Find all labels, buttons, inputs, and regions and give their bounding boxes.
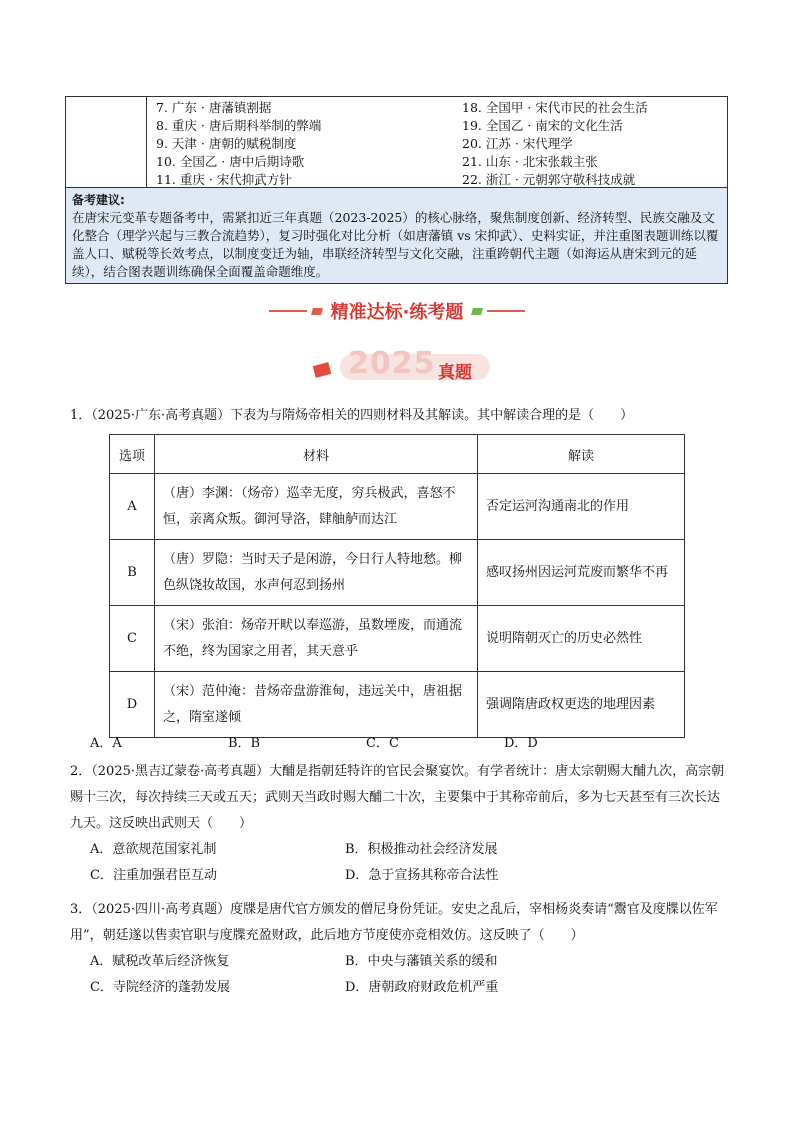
topic-item: 22. 浙江 · 元朝郭守敬科技成就 bbox=[462, 172, 636, 187]
material-table bbox=[109, 434, 685, 738]
option-cell: A bbox=[110, 474, 155, 540]
decor-line bbox=[269, 310, 307, 312]
badge-label: 真题 bbox=[438, 363, 472, 383]
topic-item: 19. 全国乙 · 南宋的文化生活 bbox=[462, 118, 623, 133]
column-header: 选项 bbox=[110, 435, 155, 474]
topic-list-row bbox=[66, 97, 727, 188]
option-cell: B bbox=[110, 540, 155, 606]
question-stem: 1．（2025·广东·高考真题）下表为与隋炀帝相关的四则材料及其解读。其中解读合理的是（ ） bbox=[70, 408, 634, 423]
answer-option[interactable]: B．中央与藩镇关系的缓和 bbox=[345, 954, 498, 969]
answer-option[interactable]: A．意欲规范国家礼制 bbox=[90, 842, 217, 857]
answer-option[interactable]: B．B bbox=[228, 736, 261, 751]
table-row bbox=[110, 672, 685, 738]
material-cell: （宋）范仲淹：昔炀帝盘游淮甸，违远关中，唐祖据之，隋室遂倾 bbox=[155, 672, 478, 738]
topic-item: 7. 广东 · 唐藩镇割据 bbox=[156, 100, 272, 115]
question-3 bbox=[70, 897, 730, 1001]
table-row bbox=[110, 540, 685, 606]
flag-icon bbox=[313, 362, 332, 378]
section-header bbox=[0, 298, 794, 324]
reading-cell: 感叹扬州因运河荒废而繁华不再 bbox=[478, 540, 685, 606]
badge-year: 2025 bbox=[348, 346, 436, 381]
year-badge bbox=[314, 344, 494, 388]
material-cell: （唐）罗隐：当时天子是闲游，今日行人特地愁。柳色纵饶妆故国，水声何忍到扬州 bbox=[155, 540, 478, 606]
reading-cell: 说明隋朝灭亡的历史必然性 bbox=[478, 606, 685, 672]
decor-mark bbox=[471, 308, 483, 315]
study-advice-text: 在唐宋元变革专题备考中，需紧扣近三年真题（2023-2025）的核心脉络，聚焦制度创新、经济转型、民族交融及文化整合（理学兴起与三教合流趋势），复习时强化对比分析（如唐藩镇 vs 宋抑武）、史料实证，并注重图表题训练以覆盖人口、赋税等长效考点，以制度变迁为轴，串联经济转型与文化交融，注重跨朝代主题（如海运从唐宋到元的延续），结合图表题训练确保全面覆盖命题维度。 bbox=[72, 210, 719, 279]
answer-option[interactable]: C．寺院经济的蓬勃发展 bbox=[90, 980, 230, 995]
option-cell: D bbox=[110, 672, 155, 738]
topic-table bbox=[65, 96, 728, 284]
topic-item: 10. 全国乙 · 唐中后期诗歌 bbox=[156, 154, 305, 169]
answer-option[interactable]: D．D bbox=[504, 736, 538, 751]
topic-item: 9. 天津 · 唐朝的赋税制度 bbox=[156, 136, 297, 151]
topic-item: 11. 重庆 · 宋代抑武方针 bbox=[156, 172, 292, 187]
topic-item: 18. 全国甲 · 宋代市民的社会生活 bbox=[462, 100, 648, 115]
table-row bbox=[110, 474, 685, 540]
material-cell: （唐）李渊：（炀帝）巡幸无度，穷兵极武，喜怒不恒，亲离众叛。御河导洛，肆舳舻而达江 bbox=[155, 474, 478, 540]
answer-option[interactable]: C．C bbox=[366, 736, 399, 751]
question-2 bbox=[70, 759, 730, 889]
topic-item: 20. 江苏 · 宋代理学 bbox=[462, 136, 573, 151]
topic-list-right bbox=[456, 97, 648, 187]
topic-item: 21. 山东 · 北宋张载主张 bbox=[462, 154, 598, 169]
question-stem: 3．（2025·四川·高考真题）度牒是唐代官方颁发的僧尼身份凭证。安史之乱后，宰相杨炎奏请“鬻官及度牒以佐军用”，朝廷遂以售卖官职与度牒充盈财政，此后地方节度使亦竞相效仿。这反映了（ ） bbox=[70, 902, 718, 943]
question-stem: 2．（2025·黑吉辽蒙卷·高考真题）大酺是指朝廷特许的官民会聚宴饮。有学者统计：唐太宗朝赐大酺九次，高宗朝赐十三次，每次持续三天或五天；武则天当政时赐大酺二十次，主要集中于其称帝前后，多为七天甚至有三次长达九天。这反映出武则天（ ） bbox=[70, 764, 725, 831]
decor-mark bbox=[311, 308, 323, 315]
column-header: 解读 bbox=[478, 435, 685, 474]
answer-option[interactable]: D．急于宣扬其称帝合法性 bbox=[345, 868, 499, 883]
topic-item: 8. 重庆 · 唐后期科举制的弊端 bbox=[156, 118, 322, 133]
question-1 bbox=[70, 403, 730, 429]
answer-option[interactable]: B．积极推动社会经济发展 bbox=[345, 842, 498, 857]
reading-cell: 否定运河沟通南北的作用 bbox=[478, 474, 685, 540]
answer-option[interactable]: D．唐朝政府财政危机严重 bbox=[345, 980, 499, 995]
section-title: 精准达标·练考题 bbox=[330, 302, 464, 323]
study-advice-title: 备考建议: bbox=[72, 193, 125, 207]
topic-label-cell bbox=[66, 97, 147, 187]
answer-option[interactable]: A．赋税改革后经济恢复 bbox=[90, 954, 230, 969]
table-header-row bbox=[110, 435, 685, 474]
study-advice bbox=[66, 188, 727, 283]
reading-cell: 强调隋唐政权更迭的地理因素 bbox=[478, 672, 685, 738]
material-cell: （宋）张洎：炀帝开畎以奉巡游，虽数堙废，而通流不绝，终为国家之用者，其天意乎 bbox=[155, 606, 478, 672]
option-cell: C bbox=[110, 606, 155, 672]
column-header: 材料 bbox=[155, 435, 478, 474]
table-row bbox=[110, 606, 685, 672]
answer-option[interactable]: C．注重加强君臣互动 bbox=[90, 868, 217, 883]
topic-list-left bbox=[147, 97, 456, 187]
answer-option[interactable]: A．A bbox=[90, 736, 122, 751]
decor-line bbox=[487, 310, 525, 312]
question-1-options bbox=[70, 731, 730, 757]
